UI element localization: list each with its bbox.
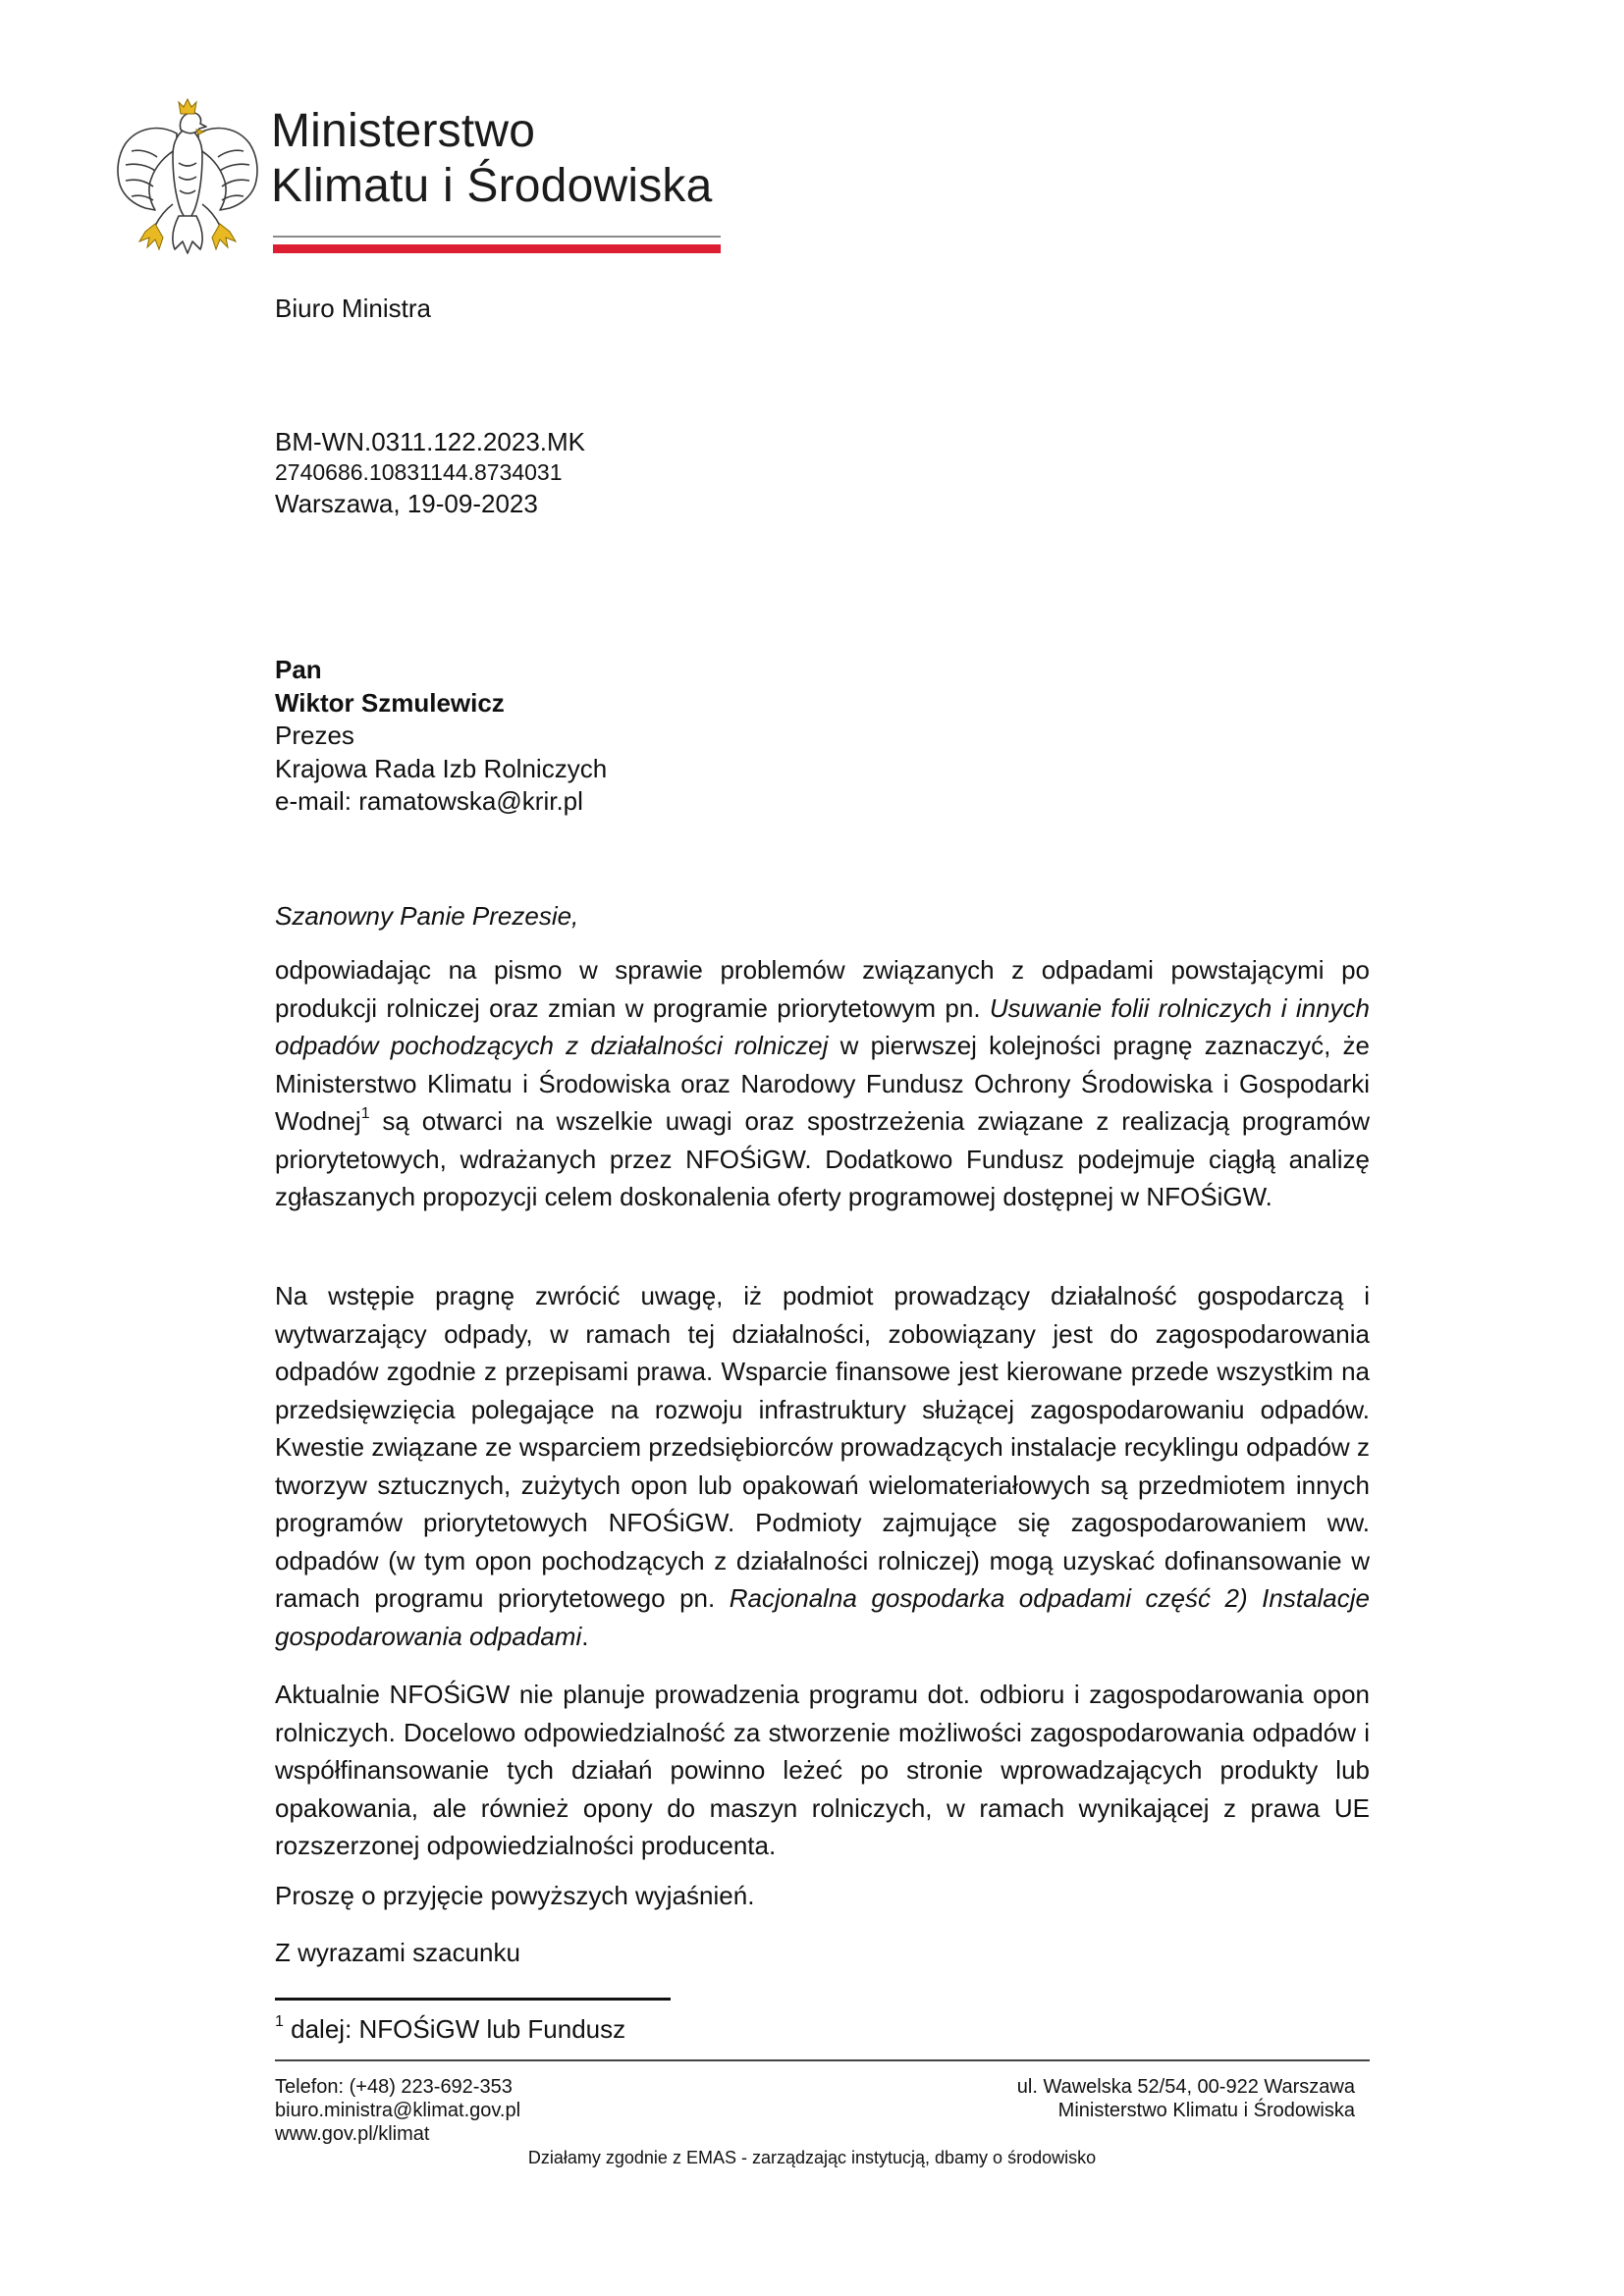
footer-divider xyxy=(275,2059,1370,2061)
footer-email: biuro.ministra@klimat.gov.pl xyxy=(275,2100,521,2121)
footer-emas-tagline: Działamy zgodnie z EMAS - zarządzając instytucją, dbamy o środowisko xyxy=(527,2148,1097,2167)
paragraph-1 xyxy=(275,951,1370,1216)
paragraph-2 xyxy=(275,1277,1370,1655)
header-red-rule xyxy=(273,244,721,253)
footnote-divider xyxy=(275,1998,671,2001)
closing-regards: Z wyrazami szacunku xyxy=(275,1938,520,1967)
footer-address xyxy=(1017,2075,1355,2122)
salutation: Szanowny Panie Prezesie, xyxy=(275,901,579,931)
paragraph-3: Aktualnie NFOŚiGW nie planuje prowadzenia programu dot. odbioru i zagospodarowania opon rolniczych. Docelowo odpowiedzialność za stworzenie możliwości zagospodarowania odpadów i współfinansowanie tych działań powinno leżeć po stronie wprowadzających produkty lub opakowania, ale również opony do maszyn rolniczych, w ramach wynikającej z prawa UE rozszerzonej odpowiedzialności producenta. xyxy=(275,1680,1370,1860)
addressee-email: e-mail: ramatowska@krir.pl xyxy=(275,786,583,816)
paragraph-1-text-c: są otwarci na wszelkie uwagi oraz spostrzeżenia związane z realizacją programów priorytetowych, wdrażanych przez NFOŚiGW. Dodatkowo Fundusz podejmuje ciągłą analizę zgłaszanych propozycji celem doskonalenia oferty programowej dostępnej w NFOŚiGW. xyxy=(275,1106,1370,1211)
document-id: 2740686.10831144.8734031 xyxy=(275,459,563,485)
footer-contact xyxy=(275,2075,520,2146)
footnote xyxy=(275,2013,625,2046)
case-number: BM-WN.0311.122.2023.MK xyxy=(275,427,585,456)
footnote-reference: 1 xyxy=(360,1105,370,1123)
polish-eagle-emblem-icon xyxy=(110,94,265,257)
footnote-mark: 1 xyxy=(275,2013,284,2031)
addressee-block xyxy=(275,654,607,819)
ministry-name-line1: Ministerstwo xyxy=(271,105,536,157)
office-name: Biuro Ministra xyxy=(275,294,431,323)
footer-institution: Ministerstwo Klimatu i Środowiska xyxy=(1057,2100,1355,2121)
header-grey-rule xyxy=(273,236,721,238)
addressee-organization: Krajowa Rada Izb Rolniczych xyxy=(275,753,608,783)
closing-request: Proszę o przyjęcie powyższych wyjaśnień. xyxy=(275,1881,755,1910)
addressee-title: Pan xyxy=(275,655,322,684)
footer-street-address: ul. Wawelska 52/54, 00-922 Warszawa xyxy=(1016,2076,1355,2098)
footer-phone: Telefon: (+48) 223-692-353 xyxy=(275,2076,513,2098)
program-part-italic: Racjonalna gospodarka odpadami część 2) Instalacje gospodarowania odpadami xyxy=(275,1583,1371,1651)
footnote-text: dalej: NFOŚiGW lub Fundusz xyxy=(283,2014,626,2044)
paragraph-2-text-b: . xyxy=(581,1621,589,1651)
addressee-position: Prezes xyxy=(275,721,354,750)
program-name-italic: Usuwanie folii rolniczych i innych odpadów pochodzących z działalności rolniczej xyxy=(275,992,1370,1060)
addressee-name: Wiktor Szmulewicz xyxy=(275,687,505,718)
paragraph-2-text-a: Na wstępie pragnę zwrócić uwagę, iż podmiot prowadzący działalność gospodarczą i wytwarzający odpady, w ramach tej działalności, zobowiązany jest do zagospodarowania odpadów zgodnie z przepisami prawa. Wsparcie finansowe jest kierowane przede wszystkim na przedsięwzięcia polegające na rozwoju infrastruktury służącej zagospodarowaniu odpadów. Kwestie związane ze wsparciem przedsiębiorców prowadzących instalacje recyklingu odpadów z tworzyw sztucznych, zużytych opon lub opakowań wielomateriałowych są przedmiotem innych programów priorytetowych NFOŚiGW. Podmioty zajmujące się zagospodarowaniem ww. odpadów (w tym opon pochodzących z działalności rolniczej) mogą uzyskać dofinansowanie w ramach programu priorytetowego pn. xyxy=(275,1281,1370,1613)
paragraph-1-text-b: w pierwszej kolejności pragnę zaznaczyć, że Ministerstwo Klimatu i Środowiska oraz Narodowy Fundusz Ochrony Środowiska i Gospodarki Wodnej xyxy=(275,1031,1370,1136)
footer-website: www.gov.pl/klimat xyxy=(275,2123,430,2145)
place-and-date: Warszawa, 19-09-2023 xyxy=(275,489,538,518)
paragraph-1-text-a: odpowiadając na pismo w sprawie problemów związanych z odpadami powstającymi po produkcji rolniczej oraz zmian w programie priorytetowym pn. xyxy=(275,955,1370,1023)
ministry-name-line2: Klimatu i Środowiska xyxy=(271,160,713,212)
